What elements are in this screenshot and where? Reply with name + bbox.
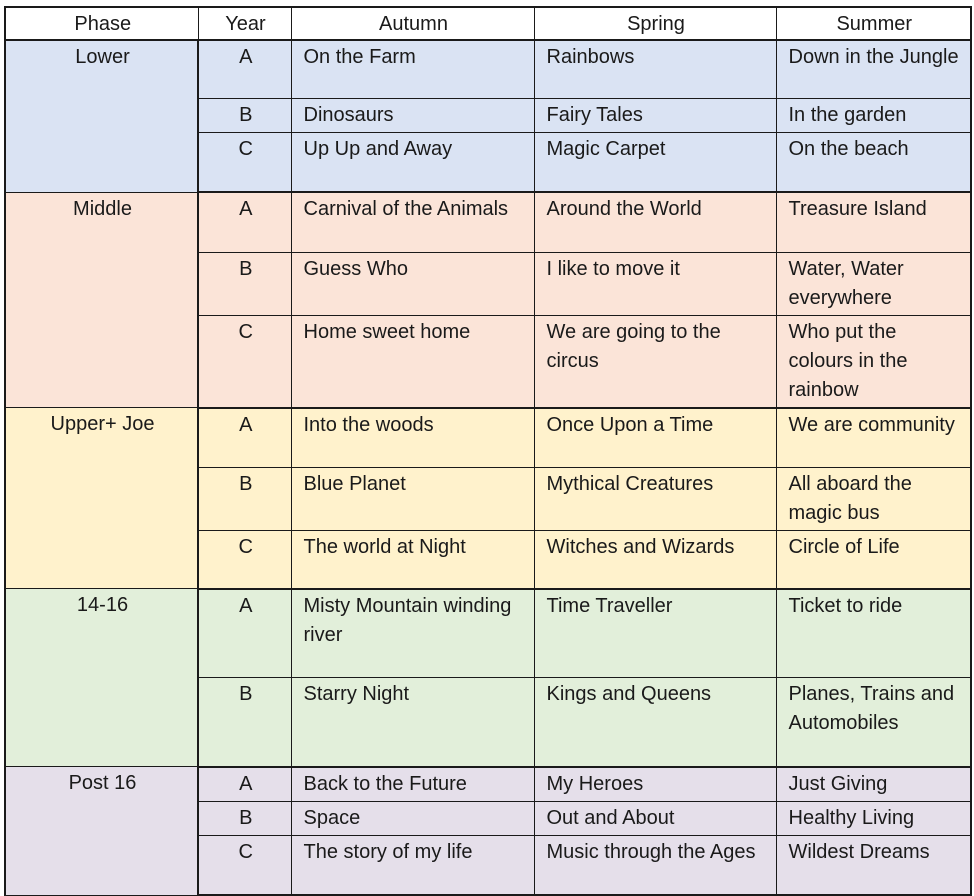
summer-cell: Wildest Dreams: [776, 835, 971, 895]
spring-cell: We are going to the circus: [534, 315, 776, 408]
header-summer: Summer: [776, 7, 971, 40]
table-row: [5, 408, 971, 468]
autumn-cell: Misty Mountain winding river: [291, 589, 534, 678]
year-cell: A: [198, 589, 291, 678]
autumn-cell: Blue Planet: [291, 468, 534, 531]
summer-cell: On the beach: [776, 132, 971, 192]
table-row: [5, 40, 971, 98]
summer-cell: Ticket to ride: [776, 589, 971, 678]
autumn-cell: Dinosaurs: [291, 98, 534, 132]
autumn-cell: Up Up and Away: [291, 132, 534, 192]
year-cell: B: [198, 801, 291, 835]
autumn-cell: Guess Who: [291, 252, 534, 315]
spring-cell: Out and About: [534, 801, 776, 835]
autumn-cell: Space: [291, 801, 534, 835]
autumn-cell: On the Farm: [291, 40, 534, 98]
summer-cell: Water, Water everywhere: [776, 252, 971, 315]
summer-cell: Treasure Island: [776, 192, 971, 252]
autumn-cell: Into the woods: [291, 408, 534, 468]
year-cell: A: [198, 192, 291, 252]
phase-cell: Upper+ Joe: [5, 408, 198, 589]
spring-cell: Rainbows: [534, 40, 776, 98]
spring-cell: My Heroes: [534, 767, 776, 802]
year-cell: B: [198, 252, 291, 315]
year-cell: C: [198, 835, 291, 895]
year-cell: A: [198, 767, 291, 802]
spring-cell: Time Traveller: [534, 589, 776, 678]
table-row: [5, 767, 971, 802]
spring-cell: Fairy Tales: [534, 98, 776, 132]
phase-cell: Post 16: [5, 767, 198, 896]
table-row: [5, 192, 971, 252]
topics-table: [4, 6, 972, 896]
year-cell: A: [198, 408, 291, 468]
summer-cell: Healthy Living: [776, 801, 971, 835]
header-spring: Spring: [534, 7, 776, 40]
header-year: Year: [198, 7, 291, 40]
autumn-cell: The story of my life: [291, 835, 534, 895]
summer-cell: Just Giving: [776, 767, 971, 802]
autumn-cell: Carnival of the Animals: [291, 192, 534, 252]
year-cell: C: [198, 315, 291, 408]
autumn-cell: Home sweet home: [291, 315, 534, 408]
summer-cell: Circle of Life: [776, 531, 971, 589]
year-cell: B: [198, 678, 291, 767]
year-cell: C: [198, 132, 291, 192]
phase-cell: Lower: [5, 40, 198, 192]
header-phase: Phase: [5, 7, 198, 40]
year-cell: C: [198, 531, 291, 589]
year-cell: B: [198, 98, 291, 132]
header-autumn: Autumn: [291, 7, 534, 40]
spring-cell: Magic Carpet: [534, 132, 776, 192]
spring-cell: I like to move it: [534, 252, 776, 315]
year-cell: A: [198, 40, 291, 98]
table-body: [5, 40, 971, 895]
year-cell: B: [198, 468, 291, 531]
summer-cell: In the garden: [776, 98, 971, 132]
spring-cell: Once Upon a Time: [534, 408, 776, 468]
summer-cell: Planes, Trains and Automobiles: [776, 678, 971, 767]
table-row: [5, 589, 971, 678]
header-row: [5, 7, 971, 40]
autumn-cell: The world at Night: [291, 531, 534, 589]
summer-cell: We are community: [776, 408, 971, 468]
summer-cell: Who put the colours in the rainbow: [776, 315, 971, 408]
spring-cell: Mythical Creatures: [534, 468, 776, 531]
spring-cell: Kings and Queens: [534, 678, 776, 767]
autumn-cell: Back to the Future: [291, 767, 534, 802]
phase-cell: Middle: [5, 192, 198, 408]
phase-cell: 14-16: [5, 589, 198, 767]
spring-cell: Music through the Ages: [534, 835, 776, 895]
summer-cell: All aboard the magic bus: [776, 468, 971, 531]
spring-cell: Around the World: [534, 192, 776, 252]
spring-cell: Witches and Wizards: [534, 531, 776, 589]
autumn-cell: Starry Night: [291, 678, 534, 767]
summer-cell: Down in the Jungle: [776, 40, 971, 98]
